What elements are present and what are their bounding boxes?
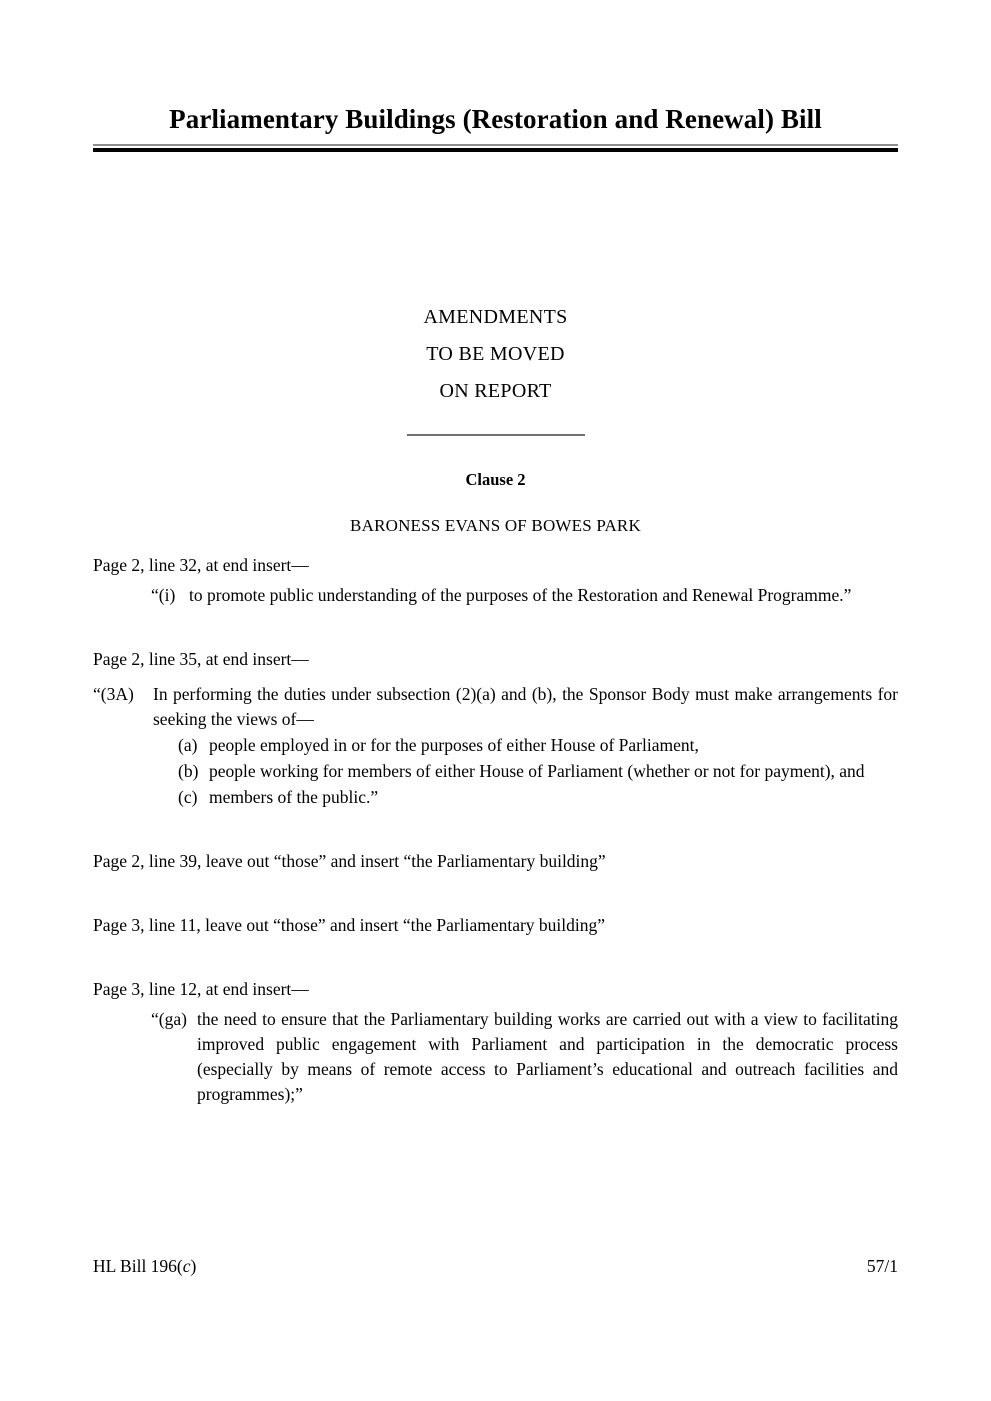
amendment-item — [93, 583, 898, 608]
amendment-paragraph — [93, 682, 898, 732]
section-divider — [93, 434, 898, 436]
bill-reference-letter: c — [182, 1256, 191, 1276]
heading-line-3: ON REPORT — [439, 380, 552, 403]
item-text: the need to ensure that the Parliamentary building works are carried out with a view to facilitating improved public engagement with Parliament and participation in the democratic process (especially by means of remote access to Parliament’s educational and outreach facilities and programmes);” — [197, 1009, 898, 1105]
clause-heading: Clause 2 — [465, 470, 526, 490]
item-label: “(i) — [151, 585, 176, 606]
subitem-text: members of the public.” — [209, 787, 379, 808]
item-text: to promote public understanding of the purposes of the Restoration and Renewal Programme.” — [189, 585, 852, 606]
paragraph-text: In performing the duties under subsection (2)(a) and (b), the Sponsor Body must make arrangements for seeking the views of— — [153, 684, 898, 730]
amendment-lead: Page 3, line 12, at end insert— — [93, 979, 309, 1000]
page-title: Parliamentary Buildings (Restoration and Renewal) Bill — [169, 104, 822, 134]
amendment-subitem — [93, 759, 898, 784]
heading-line-2: TO BE MOVED — [426, 343, 565, 366]
amendment-lead: Page 2, line 35, at end insert— — [93, 649, 309, 670]
block-spacer — [93, 896, 898, 913]
amendment-block — [93, 977, 898, 1107]
amendment-block — [93, 553, 898, 608]
amendment-block — [93, 913, 898, 938]
bill-reference — [93, 1256, 196, 1277]
bill-reference-suffix: ) — [190, 1256, 197, 1276]
subitem-text: people employed in or for the purposes of either House of Parliament, — [209, 735, 699, 756]
amendment-block — [93, 647, 898, 810]
amendment-lead: Page 2, line 39, leave out “those” and insert “the Parliamentary building” — [93, 851, 606, 872]
subitem-text: people working for members of either House of Parliament (whether or not for payment), and — [209, 761, 865, 782]
title-rule-thin — [93, 144, 898, 146]
heading-line-1: AMENDMENTS — [423, 306, 568, 329]
subitem-label: (b) — [178, 761, 199, 782]
amendment-lead: Page 2, line 32, at end insert— — [93, 555, 309, 576]
document-page — [93, 0, 898, 1401]
amendment-lead: Page 3, line 11, leave out “those” and insert “the Parliamentary building” — [93, 915, 606, 936]
page-number: 57/1 — [866, 1256, 898, 1276]
title-rule-thick — [93, 148, 898, 152]
item-label: “(ga) — [151, 1009, 187, 1030]
block-spacer — [93, 960, 898, 977]
sponsor-name: BARONESS EVANS OF BOWES PARK — [350, 516, 641, 536]
amendment-list — [93, 553, 898, 1107]
block-spacer — [93, 630, 898, 647]
page-footer — [93, 1256, 898, 1277]
section-divider-rule — [407, 434, 585, 436]
amendments-heading — [93, 299, 898, 436]
block-spacer — [93, 832, 898, 849]
amendment-block — [93, 849, 898, 874]
amendment-item — [93, 1007, 898, 1107]
subitem-label: (c) — [178, 787, 198, 808]
amendment-subitem — [93, 785, 898, 810]
title-divider — [93, 144, 898, 152]
subitem-label: (a) — [178, 735, 198, 756]
amendment-subitem — [93, 733, 898, 758]
bill-reference-prefix: HL Bill 196( — [93, 1256, 183, 1276]
paragraph-label: “(3A) — [93, 684, 134, 705]
